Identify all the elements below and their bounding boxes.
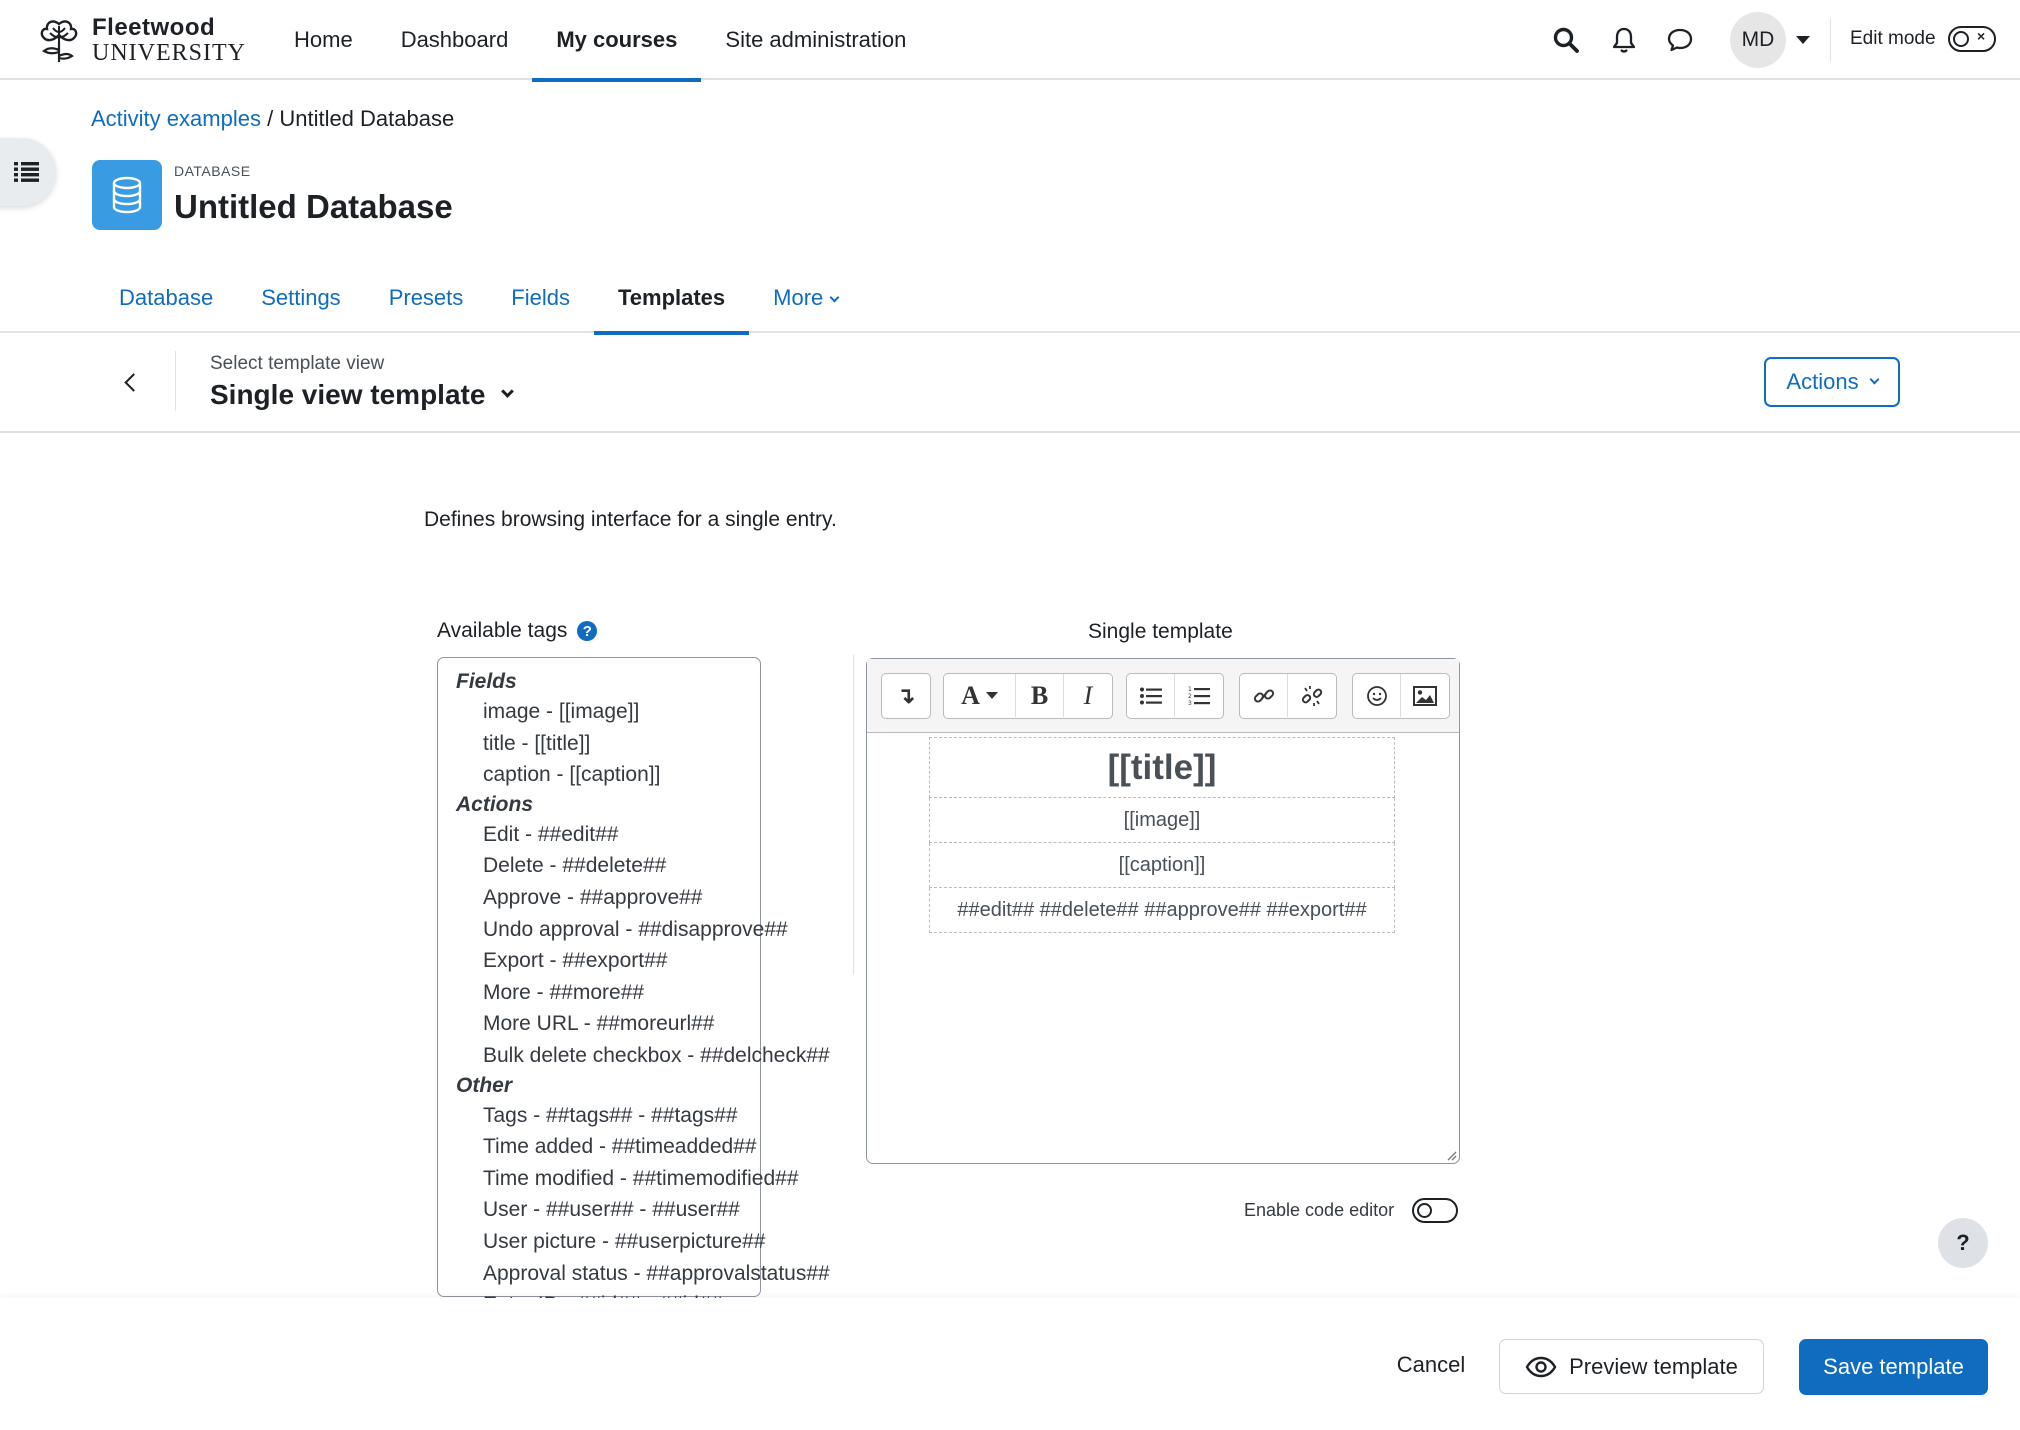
toggle-knob (1953, 31, 1969, 47)
edit-mode-toggle[interactable] (1948, 26, 1996, 52)
breadcrumb-current: Untitled Database (279, 106, 455, 131)
flower-logo-icon (34, 18, 84, 64)
tag-item[interactable]: More - ##more## (483, 980, 645, 1004)
eye-icon (1525, 1356, 1557, 1378)
tag-item[interactable]: Delete - ##delete## (483, 854, 667, 878)
back-arrow-icon[interactable] (118, 369, 146, 397)
image-tag-cell: [[image]] (930, 798, 1395, 843)
actions-tag-cell: ##edit## ##delete## ##approve## ##export## (930, 888, 1395, 933)
navbar-divider (1830, 18, 1831, 62)
tag-item[interactable]: title - [[title]] (483, 731, 591, 755)
database-icon (92, 160, 162, 230)
editor-divider (853, 655, 854, 975)
tab-more[interactable] (749, 277, 862, 333)
tab-more-label: More (773, 285, 824, 310)
actions-button[interactable] (1764, 357, 1900, 407)
bold-icon[interactable]: B (1016, 674, 1064, 717)
tertiary-nav (0, 333, 2020, 433)
tag-group-other: Other (456, 1073, 513, 1097)
toggle-off-x-icon: × (1977, 28, 1986, 44)
template-table (929, 737, 1395, 933)
tag-item[interactable]: Approve - ##approve## (483, 885, 703, 909)
editor-title: Single template (1088, 620, 1233, 643)
resize-grip-icon[interactable] (1445, 1149, 1457, 1161)
svg-text:2: 2 (1188, 692, 1192, 700)
tag-item[interactable]: User picture - ##userpicture## (483, 1229, 766, 1253)
tab-templates[interactable]: Templates (594, 277, 749, 333)
breadcrumb-parent-link[interactable]: Activity examples (91, 106, 261, 131)
nav-my-courses[interactable]: My courses (532, 0, 701, 80)
tag-item[interactable]: More URL - ##moreurl## (483, 1012, 715, 1036)
image-icon[interactable] (1401, 674, 1449, 717)
user-avatar[interactable]: MD (1730, 12, 1786, 68)
toolbar-group-text (943, 673, 1113, 719)
toolbar-group-collapse (881, 673, 931, 719)
user-menu-caret-icon[interactable] (1796, 36, 1810, 44)
tag-item[interactable]: User - ##user## - ##user## (483, 1198, 740, 1222)
brand-line2: UNIVERSITY (92, 40, 246, 66)
course-index-drawer-button[interactable] (0, 138, 56, 206)
svg-text:1: 1 (1188, 685, 1192, 693)
tag-item[interactable]: image - [[image]] (483, 700, 640, 723)
preview-template-button[interactable] (1499, 1339, 1764, 1394)
bell-icon[interactable] (1606, 22, 1642, 58)
secondary-nav (0, 277, 2020, 333)
nav-home[interactable]: Home (294, 27, 353, 52)
page-title: Untitled Database (174, 188, 453, 225)
tag-item[interactable]: Approval status - ##approvalstatus## (483, 1261, 830, 1285)
top-navbar (0, 0, 2020, 80)
available-tags-label: Available tags (437, 619, 568, 642)
breadcrumb (91, 106, 454, 132)
tag-item[interactable]: Undo approval - ##disapprove## (483, 917, 788, 941)
available-tags-title (437, 619, 597, 643)
search-icon[interactable] (1548, 22, 1584, 58)
breadcrumb-separator: / (267, 106, 274, 131)
nav-site-administration[interactable]: Site administration (725, 27, 907, 52)
template-editor[interactable] (866, 658, 1460, 1164)
template-view-selector[interactable] (210, 379, 512, 411)
tab-database[interactable]: Database (119, 285, 214, 310)
collapse-toolbar-icon[interactable]: ↴ (896, 682, 916, 708)
template-description: Defines browsing interface for a single entry. (424, 508, 837, 531)
svg-text:3: 3 (1188, 699, 1192, 707)
save-template-button[interactable]: Save template (1799, 1339, 1988, 1395)
tag-group-actions: Actions (456, 792, 534, 816)
tag-item[interactable]: Edit - ##edit## (483, 822, 619, 846)
tag-group-fields: Fields (456, 670, 517, 693)
code-editor-toggle[interactable] (1412, 1198, 1458, 1223)
ordered-list-icon[interactable] (1175, 674, 1223, 717)
paragraph-styles-icon[interactable]: A (944, 674, 1016, 717)
preview-template-label: Preview template (1569, 1353, 1738, 1379)
italic-icon[interactable]: I (1083, 680, 1093, 710)
tab-fields[interactable]: Fields (511, 285, 570, 310)
tag-item[interactable]: caption - [[caption]] (483, 763, 661, 787)
tag-item[interactable]: Export - ##export## (483, 949, 668, 973)
toggle-knob (1417, 1203, 1432, 1218)
primary-nav (270, 0, 930, 80)
edit-mode-label: Edit mode (1850, 28, 1936, 49)
template-view-selected: Single view template (210, 379, 486, 410)
title-tag-cell: [[title]] (930, 738, 1395, 798)
link-icon[interactable] (1240, 674, 1288, 717)
cancel-button[interactable]: Cancel (1396, 1352, 1466, 1377)
template-view-label: Select template view (210, 353, 385, 374)
chevron-down-icon (830, 293, 840, 303)
chat-bubble-icon[interactable] (1662, 22, 1698, 58)
nav-dashboard[interactable]: Dashboard (400, 27, 509, 52)
list-icon (14, 161, 40, 183)
help-icon[interactable]: ? (577, 621, 597, 641)
tag-item[interactable]: Tags - ##tags## - ##tags## (483, 1103, 738, 1127)
chevron-down-icon (502, 385, 515, 398)
unordered-list-icon[interactable] (1127, 674, 1175, 717)
toolbar-group-links (1239, 673, 1337, 719)
sticky-footer (0, 1298, 2020, 1430)
unlink-icon[interactable] (1288, 674, 1336, 717)
toolbar-group-insert (1352, 673, 1450, 719)
tab-presets[interactable]: Presets (388, 285, 464, 310)
chevron-down-icon (1869, 374, 1879, 384)
brand-logo[interactable] (34, 16, 246, 65)
tag-item[interactable]: Time added - ##timeadded## (483, 1135, 757, 1159)
brand-line1: Fleetwood (92, 14, 216, 41)
toolbar-group-lists (1126, 673, 1224, 719)
tag-item[interactable]: Bulk delete checkbox - ##delcheck## (483, 1043, 830, 1067)
tab-settings[interactable]: Settings (261, 285, 341, 310)
available-tags-list[interactable] (437, 657, 830, 1297)
code-editor-label: Enable code editor (1244, 1200, 1395, 1220)
tertiary-divider (175, 351, 176, 411)
editor-toolbar (867, 659, 1459, 733)
page-kicker: DATABASE (174, 163, 251, 179)
emoji-icon[interactable] (1353, 674, 1401, 717)
caption-tag-cell: [[caption]] (930, 843, 1395, 888)
actions-button-label: Actions (1786, 369, 1859, 394)
tag-item[interactable]: Time modified - ##timemodified## (483, 1166, 799, 1190)
help-button[interactable]: ? (1938, 1218, 1988, 1268)
